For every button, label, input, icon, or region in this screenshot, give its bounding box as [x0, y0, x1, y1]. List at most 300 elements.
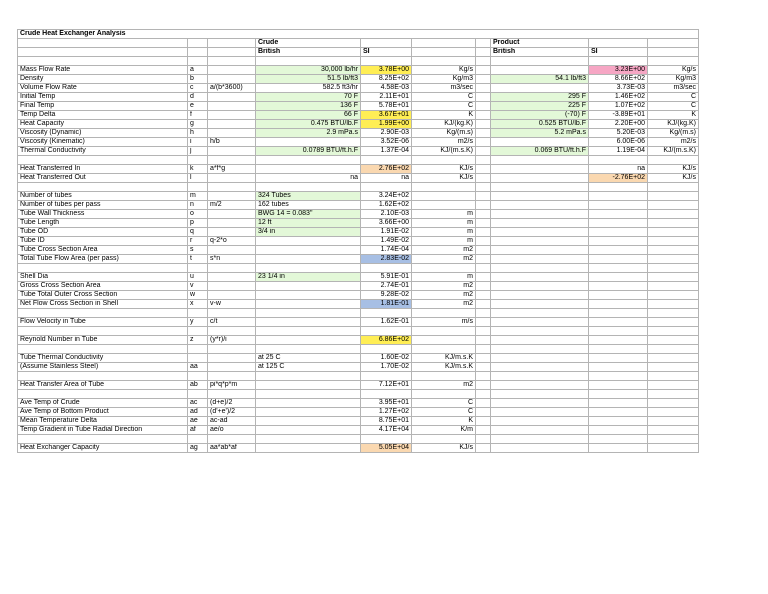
- spacer-cell: [648, 345, 699, 354]
- crude-british-value: [256, 426, 361, 435]
- product-si-unit: KJ/s: [648, 165, 699, 174]
- spacer-cell: [491, 345, 589, 354]
- product-si-value: [589, 399, 648, 408]
- spacer-cell: [476, 408, 491, 417]
- product-si-unit: [648, 336, 699, 345]
- spacer-cell: [18, 309, 188, 318]
- spacer-cell: [208, 309, 256, 318]
- spacer-cell: [589, 183, 648, 192]
- product-british-value: [491, 228, 589, 237]
- product-si-unit: [648, 219, 699, 228]
- product-british-value: 0.069 BTU/ft.h.F: [491, 147, 589, 156]
- spacer-cell: [648, 327, 699, 336]
- spacer-cell: [361, 435, 412, 444]
- spacer-cell: [476, 273, 491, 282]
- spacer-cell: [361, 264, 412, 273]
- product-si-unit: Kg/s: [648, 66, 699, 75]
- crude-si-unit: K: [412, 417, 476, 426]
- product-british-value: [491, 408, 589, 417]
- crude-british-value: 3/4 in: [256, 228, 361, 237]
- crude-british-value: [256, 237, 361, 246]
- row-symbol: q: [188, 228, 208, 237]
- row-formula: [208, 66, 256, 75]
- row-symbol: i: [188, 138, 208, 147]
- spacer-cell: [208, 372, 256, 381]
- product-si-unit: [648, 381, 699, 390]
- crude-si-value: 5.91E-01: [361, 273, 412, 282]
- crude-si-unit: KJ/s: [412, 444, 476, 453]
- crude-si-unit: K: [412, 111, 476, 120]
- spacer-cell: [208, 183, 256, 192]
- row-label: Tube Length: [18, 219, 188, 228]
- spacer-cell: [476, 435, 491, 444]
- crude-si-unit: Kg/m3: [412, 75, 476, 84]
- spacer-cell: [256, 57, 361, 66]
- spacer-cell: [476, 237, 491, 246]
- spacer-cell: [208, 345, 256, 354]
- row-label: Ave Temp of Crude: [18, 399, 188, 408]
- product-si-value: [589, 237, 648, 246]
- product-british-value: [491, 210, 589, 219]
- row-formula: q-2*o: [208, 237, 256, 246]
- spacer-cell: [476, 219, 491, 228]
- product-british-value: [491, 273, 589, 282]
- row-symbol: s: [188, 246, 208, 255]
- row-formula: [208, 228, 256, 237]
- table-row: [18, 444, 699, 453]
- product-si-value: [589, 228, 648, 237]
- crude-si-unit: C: [412, 102, 476, 111]
- row-label: Mass Flow Rate: [18, 66, 188, 75]
- product-si-value: [589, 318, 648, 327]
- spacer-cell: [412, 156, 476, 165]
- product-british-value: 225 F: [491, 102, 589, 111]
- row-formula: [208, 354, 256, 363]
- crude-si-value: 1.62E-01: [361, 318, 412, 327]
- product-si-unit: K: [648, 111, 699, 120]
- product-si-value: [589, 381, 648, 390]
- spacer-cell: [589, 309, 648, 318]
- table-row: [18, 426, 699, 435]
- table-row: [18, 84, 699, 93]
- spacer-cell: [361, 390, 412, 399]
- row-symbol: ag: [188, 444, 208, 453]
- product-british-value: [491, 201, 589, 210]
- crude-british-value: [256, 381, 361, 390]
- spacer-cell: [188, 390, 208, 399]
- row-symbol: y: [188, 318, 208, 327]
- table-row: [18, 255, 699, 264]
- product-british-value: [491, 237, 589, 246]
- crude-si-value: 1.99E+00: [361, 120, 412, 129]
- product-british-value: [491, 138, 589, 147]
- spacer-cell: [256, 309, 361, 318]
- crude-british-value: [256, 291, 361, 300]
- crude-si-unit: m: [412, 219, 476, 228]
- table-row: [18, 237, 699, 246]
- spacer-cell: [476, 102, 491, 111]
- spacer-cell: [648, 264, 699, 273]
- spacer-cell: [208, 435, 256, 444]
- spacer-cell: [589, 372, 648, 381]
- crude-si-unit: m3/sec: [412, 84, 476, 93]
- row-label: Shell Dia: [18, 273, 188, 282]
- crude-si-value: 1.49E-02: [361, 237, 412, 246]
- row-symbol: af: [188, 426, 208, 435]
- crude-british-value: 162 tubes: [256, 201, 361, 210]
- crude-si-value: 1.81E-01: [361, 300, 412, 309]
- crude-si-unit: m: [412, 273, 476, 282]
- row-formula: [208, 129, 256, 138]
- table-row: [18, 201, 699, 210]
- row-symbol: w: [188, 291, 208, 300]
- crude-british-value: 51.5 lb/ft3: [256, 75, 361, 84]
- spacer-cell: [476, 156, 491, 165]
- row-label: Flow Velocity in Tube: [18, 318, 188, 327]
- row-formula: m/2: [208, 201, 256, 210]
- product-si-value: [589, 363, 648, 372]
- spacer-cell: [256, 327, 361, 336]
- row-label: Thermal Conductivity: [18, 147, 188, 156]
- spacer-cell: [476, 147, 491, 156]
- row-formula: [208, 210, 256, 219]
- product-british-value: [491, 66, 589, 75]
- product-si-value: 2.20E+00: [589, 120, 648, 129]
- crude-british-value: 66 F: [256, 111, 361, 120]
- crude-si-value: 1.91E-02: [361, 228, 412, 237]
- product-si-value: 1.46E+02: [589, 93, 648, 102]
- spacer-cell: [256, 156, 361, 165]
- row-formula: a/(b*3600): [208, 84, 256, 93]
- product-si-unit: [648, 417, 699, 426]
- crude-si-unit: K/m: [412, 426, 476, 435]
- analysis-table: [17, 29, 699, 453]
- spacer-row: [18, 309, 699, 318]
- product-si-unit: KJ/(m.s.K): [648, 147, 699, 156]
- spacer-cell: [476, 282, 491, 291]
- row-label: Tube Thermal Conductivity: [18, 354, 188, 363]
- spacer-row: [18, 372, 699, 381]
- crude-si-value: 1.27E+02: [361, 408, 412, 417]
- spacer-cell: [361, 327, 412, 336]
- row-label: (Assume Stainless Steel): [18, 363, 188, 372]
- row-formula: [208, 273, 256, 282]
- spacer-cell: [491, 372, 589, 381]
- table-row: [18, 219, 699, 228]
- crude-british-value: [256, 318, 361, 327]
- spacer-cell: [208, 264, 256, 273]
- spacer-cell: [476, 165, 491, 174]
- product-si-value: [589, 426, 648, 435]
- product-british-value: [491, 282, 589, 291]
- spacer-cell: [188, 327, 208, 336]
- spacer-cell: [256, 264, 361, 273]
- product-header: Product: [491, 39, 589, 48]
- product-si-header: SI: [589, 48, 648, 57]
- table-row: [18, 291, 699, 300]
- table-row: [18, 93, 699, 102]
- spacer-cell: [648, 156, 699, 165]
- crude-british-value: 23 1/4 in: [256, 273, 361, 282]
- crude-british-value: [256, 444, 361, 453]
- row-formula: a*f*g: [208, 165, 256, 174]
- product-si-value: 1.07E+02: [589, 102, 648, 111]
- crude-si-value: na: [361, 174, 412, 183]
- product-si-unit: C: [648, 102, 699, 111]
- row-symbol: o: [188, 210, 208, 219]
- spacer-cell: [412, 390, 476, 399]
- crude-si-value: 9.28E-02: [361, 291, 412, 300]
- product-si-value: na: [589, 165, 648, 174]
- spacer-cell: [476, 129, 491, 138]
- spacer-cell: [188, 57, 208, 66]
- spacer-cell: [18, 264, 188, 273]
- row-label: Tube ID: [18, 237, 188, 246]
- crude-si-unit: m2: [412, 282, 476, 291]
- crude-si-value: 3.95E+01: [361, 399, 412, 408]
- spacer-cell: [648, 309, 699, 318]
- spacer-cell: [476, 363, 491, 372]
- product-si-value: [589, 219, 648, 228]
- spacer-cell: [256, 345, 361, 354]
- product-british-value: (-70) F: [491, 111, 589, 120]
- crude-si-value: 6.86E+02: [361, 336, 412, 345]
- row-formula: aa*ab*af: [208, 444, 256, 453]
- spacer-cell: [589, 264, 648, 273]
- row-label: Total Tube Flow Area (per pass): [18, 255, 188, 264]
- crude-british-value: 30,000 lb/hr: [256, 66, 361, 75]
- product-si-unit: [648, 444, 699, 453]
- spacer-cell: [361, 57, 412, 66]
- product-british-value: [491, 219, 589, 228]
- row-symbol: b: [188, 75, 208, 84]
- spacer-cell: [476, 345, 491, 354]
- spacer-cell: [412, 57, 476, 66]
- product-si-value: [589, 417, 648, 426]
- product-si-unit: [648, 237, 699, 246]
- row-formula: (d'+e')/2: [208, 408, 256, 417]
- spacer-cell: [476, 444, 491, 453]
- product-si-unit: m2/s: [648, 138, 699, 147]
- product-si-unit: [648, 426, 699, 435]
- crude-british-value: BWG 14 = 0.083": [256, 210, 361, 219]
- crude-british-value: [256, 255, 361, 264]
- spacer-cell: [412, 372, 476, 381]
- page-title: Crude Heat Exchanger Analysis: [18, 30, 699, 39]
- spacer-cell: [361, 156, 412, 165]
- crude-si-value: 4.17E+04: [361, 426, 412, 435]
- product-british-value: [491, 381, 589, 390]
- spacer-cell: [476, 174, 491, 183]
- crude-si-value: 5.78E+01: [361, 102, 412, 111]
- crude-si-unit: [412, 201, 476, 210]
- row-label: Heat Transferred Out: [18, 174, 188, 183]
- crude-si-unit: [412, 336, 476, 345]
- table-row: [18, 138, 699, 147]
- row-label: Heat Capacity: [18, 120, 188, 129]
- table-row: [18, 120, 699, 129]
- row-formula: [208, 120, 256, 129]
- crude-british-value: [256, 300, 361, 309]
- row-formula: [208, 93, 256, 102]
- spacer-cell: [18, 327, 188, 336]
- product-british-value: [491, 399, 589, 408]
- spacer-cell: [491, 327, 589, 336]
- crude-si-unit: KJ/m.s.K: [412, 363, 476, 372]
- crude-header: Crude: [256, 39, 361, 48]
- spacer-row: [18, 435, 699, 444]
- crude-si-unit: m2: [412, 300, 476, 309]
- row-symbol: z: [188, 336, 208, 345]
- crude-si-unit: m: [412, 210, 476, 219]
- spacer-cell: [491, 183, 589, 192]
- spacer-cell: [476, 192, 491, 201]
- product-si-unit: [648, 363, 699, 372]
- crude-si-unit: m2: [412, 291, 476, 300]
- crude-si-value: 8.25E+02: [361, 75, 412, 84]
- spacer-cell: [476, 210, 491, 219]
- crude-british-value: at 25 C: [256, 354, 361, 363]
- spacer-cell: [476, 84, 491, 93]
- product-si-unit: [648, 291, 699, 300]
- row-formula: [208, 102, 256, 111]
- crude-si-header: SI: [361, 48, 412, 57]
- spacer-cell: [491, 309, 589, 318]
- product-british-value: [491, 246, 589, 255]
- product-si-value: [589, 282, 648, 291]
- row-formula: pi*q*p*m: [208, 381, 256, 390]
- unit-system-header-row: [18, 48, 699, 57]
- row-symbol: f: [188, 111, 208, 120]
- crude-british-value: 582.5 ft3/hr: [256, 84, 361, 93]
- product-si-unit: KJ/s: [648, 174, 699, 183]
- spacer-cell: [589, 345, 648, 354]
- row-symbol: l: [188, 174, 208, 183]
- product-si-value: -3.89E+01: [589, 111, 648, 120]
- spacer-cell: [648, 390, 699, 399]
- crude-si-value: 2.83E-02: [361, 255, 412, 264]
- spacer-cell: [208, 327, 256, 336]
- spacer-row: [18, 327, 699, 336]
- spacer-cell: [18, 372, 188, 381]
- table-row: [18, 246, 699, 255]
- spacer-cell: [18, 57, 188, 66]
- row-symbol: v: [188, 282, 208, 291]
- spacer-cell: [188, 156, 208, 165]
- spacer-cell: [361, 183, 412, 192]
- row-formula: [208, 147, 256, 156]
- row-formula: [208, 75, 256, 84]
- table-row: [18, 75, 699, 84]
- crude-british-value: at 125 C: [256, 363, 361, 372]
- product-si-unit: C: [648, 93, 699, 102]
- crude-si-unit: KJ/(m.s.K): [412, 147, 476, 156]
- crude-si-value: 3.78E+00: [361, 66, 412, 75]
- product-british-value: 295 F: [491, 93, 589, 102]
- spacer-cell: [491, 435, 589, 444]
- table-row: [18, 228, 699, 237]
- crude-si-value: 2.10E-03: [361, 210, 412, 219]
- product-si-value: [589, 300, 648, 309]
- spacer-cell: [476, 264, 491, 273]
- product-si-value: 8.66E+02: [589, 75, 648, 84]
- crude-british-value: [256, 417, 361, 426]
- spacer-cell: [589, 390, 648, 399]
- spacer-cell: [476, 75, 491, 84]
- row-label: Gross Cross Section Area: [18, 282, 188, 291]
- product-si-value: 1.19E-04: [589, 147, 648, 156]
- table-body: [18, 30, 699, 453]
- spacer-cell: [256, 183, 361, 192]
- crude-si-unit: KJ/m.s.K: [412, 354, 476, 363]
- row-label: Temp Delta: [18, 111, 188, 120]
- row-symbol: n: [188, 201, 208, 210]
- product-si-value: [589, 201, 648, 210]
- spacer-cell: [361, 309, 412, 318]
- crude-british-value: 12 ft: [256, 219, 361, 228]
- spacer-cell: [476, 201, 491, 210]
- spacer-cell: [476, 399, 491, 408]
- product-si-unit: [648, 399, 699, 408]
- spacer-cell: [476, 426, 491, 435]
- table-row: [18, 147, 699, 156]
- crude-si-unit: m/s: [412, 318, 476, 327]
- row-label: Mean Temperature Delta: [18, 417, 188, 426]
- spacer-cell: [648, 435, 699, 444]
- row-formula: (d+e)/2: [208, 399, 256, 408]
- row-symbol: ab: [188, 381, 208, 390]
- crude-si-unit: KJ/s: [412, 165, 476, 174]
- table-row: [18, 354, 699, 363]
- spacer-cell: [188, 372, 208, 381]
- crude-si-unit: C: [412, 408, 476, 417]
- product-british-value: [491, 426, 589, 435]
- spacer-cell: [589, 57, 648, 66]
- row-symbol: aa: [188, 363, 208, 372]
- product-si-value: [589, 444, 648, 453]
- spacer-cell: [361, 372, 412, 381]
- spacer-cell: [476, 66, 491, 75]
- row-symbol: m: [188, 192, 208, 201]
- spacer-cell: [476, 255, 491, 264]
- crude-si-unit: m2: [412, 255, 476, 264]
- spacer-cell: [589, 435, 648, 444]
- spacer-cell: [188, 309, 208, 318]
- crude-british-value: [256, 246, 361, 255]
- product-si-value: 3.73E-03: [589, 84, 648, 93]
- product-british-value: [491, 291, 589, 300]
- crude-si-value: 3.24E+02: [361, 192, 412, 201]
- product-si-value: -2.76E+02: [589, 174, 648, 183]
- row-symbol: g: [188, 120, 208, 129]
- crude-british-value: 0.0789 BTU/ft.h.F: [256, 147, 361, 156]
- crude-si-value: 2.90E-03: [361, 129, 412, 138]
- spacer-cell: [476, 327, 491, 336]
- spacer-cell: [476, 57, 491, 66]
- spacer-cell: [476, 318, 491, 327]
- table-row: [18, 102, 699, 111]
- product-british-value: [491, 417, 589, 426]
- row-label: Tube OD: [18, 228, 188, 237]
- product-si-unit: m3/sec: [648, 84, 699, 93]
- product-british-value: 5.2 mPa.s: [491, 129, 589, 138]
- row-label: Heat Exchanger Capacity: [18, 444, 188, 453]
- table-row: [18, 336, 699, 345]
- spacer-cell: [476, 291, 491, 300]
- row-symbol: [188, 354, 208, 363]
- product-british-header: British: [491, 48, 589, 57]
- product-british-value: [491, 444, 589, 453]
